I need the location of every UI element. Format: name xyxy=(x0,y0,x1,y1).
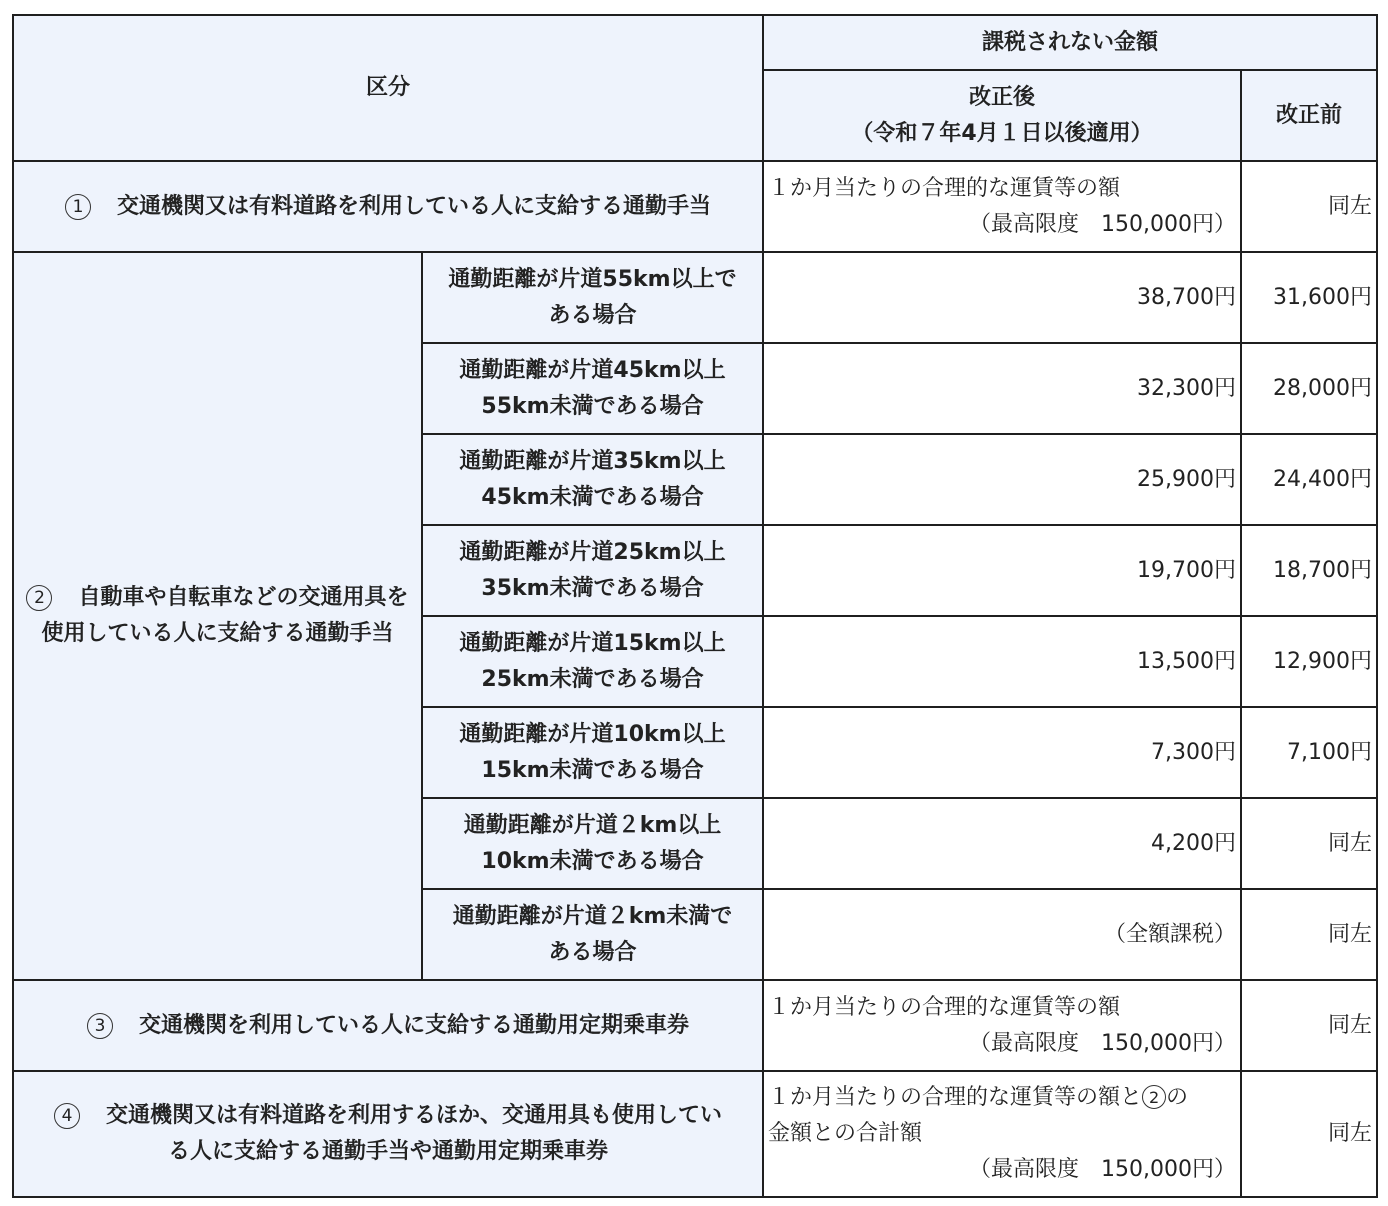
before-amount: 同左 xyxy=(1241,889,1377,980)
after-amount: 4,200円 xyxy=(763,798,1241,889)
table-row-1 xyxy=(13,161,1377,252)
header-after-revision: 改正後 （令和７年4月１日以後適用） xyxy=(763,70,1241,161)
after-amount: 25,900円 xyxy=(763,434,1241,525)
before-amount: 31,600円 xyxy=(1241,252,1377,343)
row3-before-amount: 同左 xyxy=(1241,980,1377,1071)
header-untaxed-amount: 課税されない金額 xyxy=(763,15,1377,70)
row4-before-amount: 同左 xyxy=(1241,1071,1377,1197)
circled-number-2: 2 xyxy=(26,585,52,611)
distance-condition: 通勤距離が片道15km以上 25km未満である場合 xyxy=(422,616,763,707)
before-amount: 24,400円 xyxy=(1241,434,1377,525)
table-row-4 xyxy=(13,1071,1377,1197)
before-amount: 12,900円 xyxy=(1241,616,1377,707)
after-amount: 19,700円 xyxy=(763,525,1241,616)
circled-number-3: 3 xyxy=(87,1013,113,1039)
distance-condition: 通勤距離が片道55km以上で ある場合 xyxy=(422,252,763,343)
row3-after-amount: １か月当たりの合理的な運賃等の額 （最高限度 150,000円） xyxy=(763,980,1241,1071)
header-before-revision: 改正前 xyxy=(1241,70,1377,161)
row1-label: 1 交通機関又は有料道路を利用している人に支給する通勤手当 xyxy=(13,161,763,252)
after-amount: 13,500円 xyxy=(763,616,1241,707)
before-amount: 7,100円 xyxy=(1241,707,1377,798)
row1-after-amount: １か月当たりの合理的な運賃等の額 （最高限度 150,000円） xyxy=(763,161,1241,252)
commuting-allowance-table xyxy=(12,14,1378,1198)
row4-label: 4 交通機関又は有料道路を利用するほか、交通用具も使用してい る人に支給する通勤手当や通勤用定期乗車券 xyxy=(13,1071,763,1197)
after-amount: （全額課税） xyxy=(763,889,1241,980)
row2-label: 2 自動車や自転車などの交通用具を使用している人に支給する通勤手当 xyxy=(13,252,422,980)
before-amount: 28,000円 xyxy=(1241,343,1377,434)
header-category: 区分 xyxy=(13,15,763,161)
circled-number-1: 1 xyxy=(65,194,91,220)
distance-condition: 通勤距離が片道45km以上 55km未満である場合 xyxy=(422,343,763,434)
circled-number-4: 4 xyxy=(54,1103,80,1129)
before-amount: 18,700円 xyxy=(1241,525,1377,616)
distance-condition: 通勤距離が片道25km以上 35km未満である場合 xyxy=(422,525,763,616)
table-row-2-1 xyxy=(13,252,1377,343)
before-amount: 同左 xyxy=(1241,798,1377,889)
distance-condition: 通勤距離が片道10km以上 15km未満である場合 xyxy=(422,707,763,798)
row1-before-amount: 同左 xyxy=(1241,161,1377,252)
after-amount: 32,300円 xyxy=(763,343,1241,434)
distance-condition: 通勤距離が片道２km未満で ある場合 xyxy=(422,889,763,980)
circled-number-2-inline: 2 xyxy=(1142,1085,1166,1109)
distance-condition: 通勤距離が片道２km以上 10km未満である場合 xyxy=(422,798,763,889)
row3-label: 3 交通機関を利用している人に支給する通勤用定期乗車券 xyxy=(13,980,763,1071)
distance-condition: 通勤距離が片道35km以上 45km未満である場合 xyxy=(422,434,763,525)
table-row-3 xyxy=(13,980,1377,1071)
row4-after-amount: １か月当たりの合理的な運賃等の額と 2 の 金額との合計額 （最高限度 150,000円） xyxy=(763,1071,1241,1197)
after-amount: 38,700円 xyxy=(763,252,1241,343)
after-amount: 7,300円 xyxy=(763,707,1241,798)
